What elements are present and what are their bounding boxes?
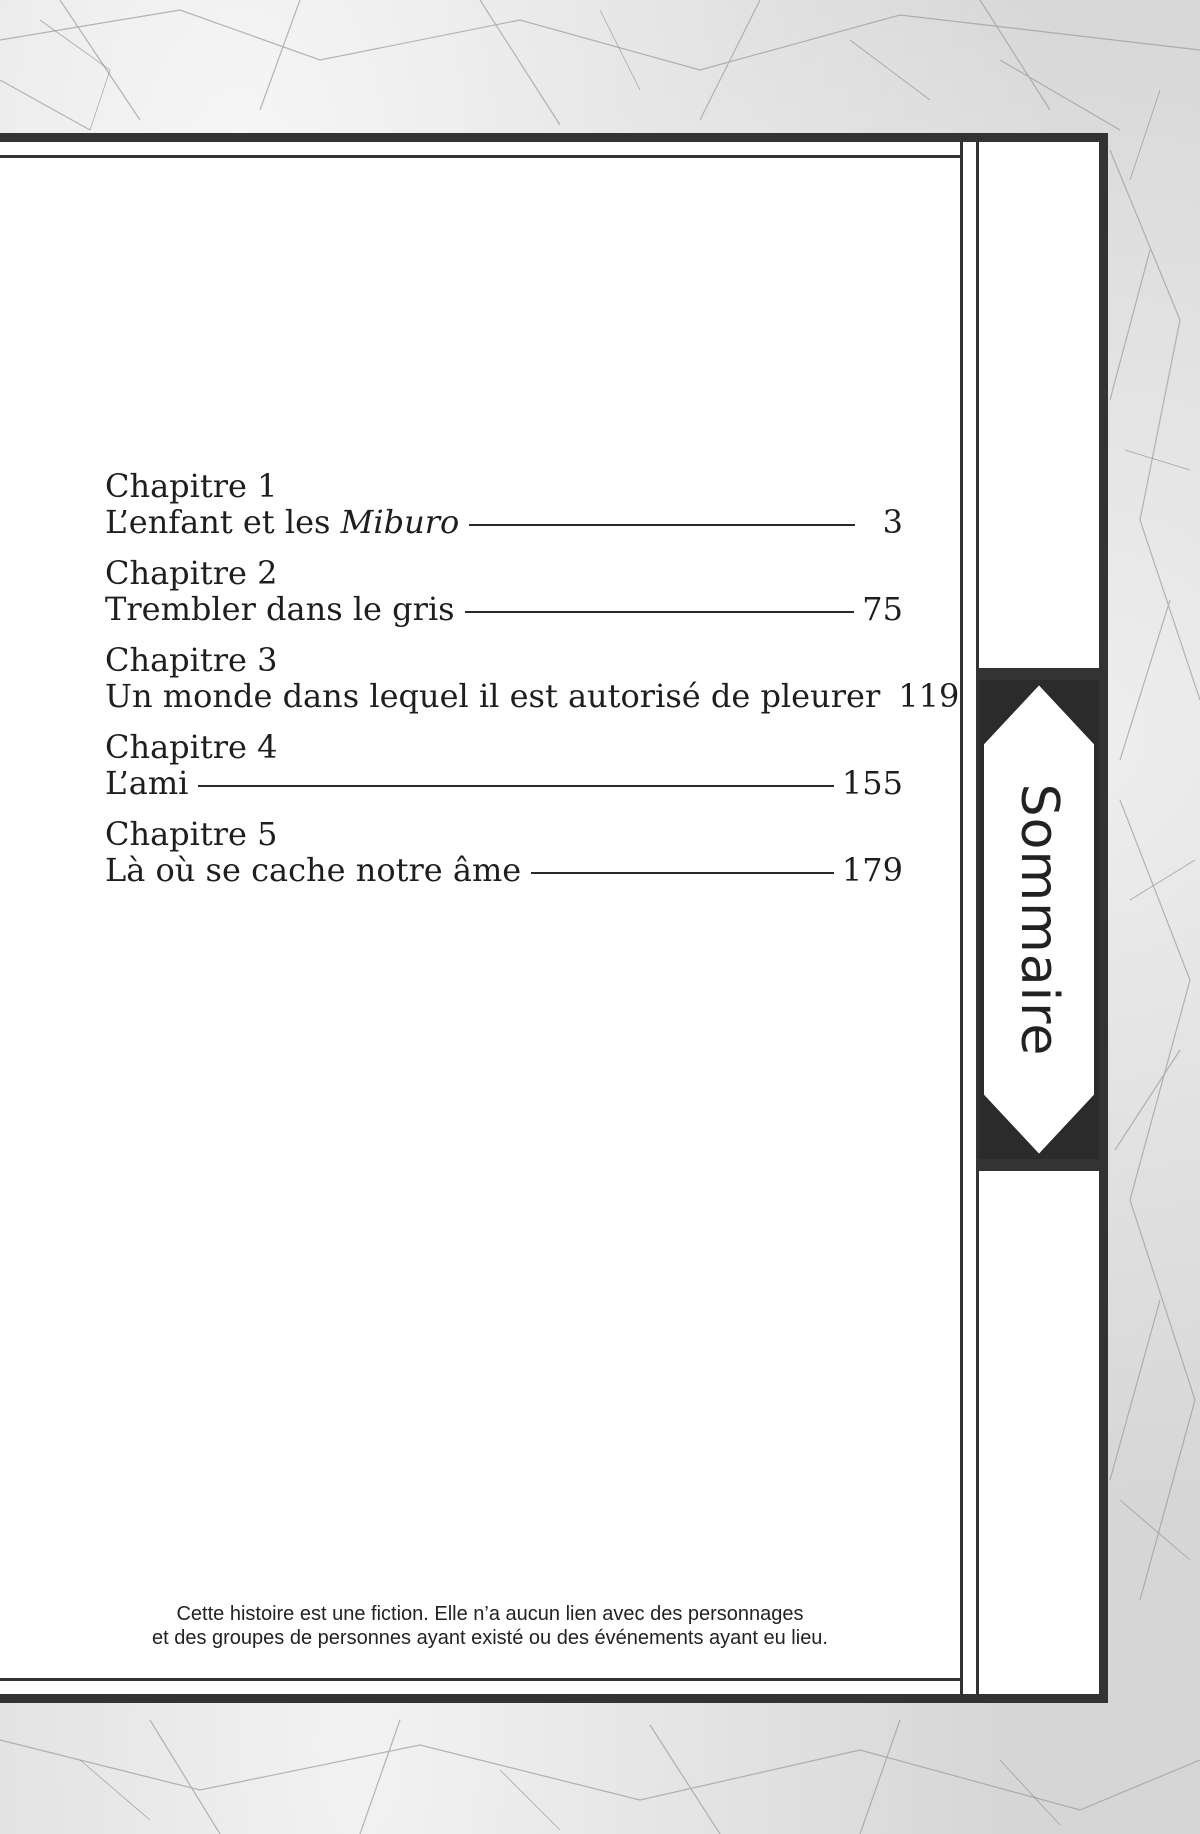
- chapter-label: Chapitre 5: [105, 815, 278, 853]
- chapter-title: [105, 678, 880, 714]
- toc-entry-2: [105, 555, 903, 642]
- chapter-label: Chapitre 4: [105, 728, 278, 766]
- chapter-title: [105, 504, 459, 540]
- chapter-page-number: 3: [882, 503, 903, 541]
- chapter-row: [105, 504, 903, 540]
- chapter-page-number: 75: [862, 590, 903, 628]
- chapter-label: Chapitre 3: [105, 641, 278, 679]
- chapter-title: [105, 852, 521, 888]
- frame-inner-line-bottom: [0, 1678, 960, 1681]
- toc-entry-3: [105, 641, 960, 729]
- chapter-row: [105, 591, 903, 627]
- chapter-label: Chapitre 1: [105, 467, 278, 505]
- table-of-contents: [105, 467, 960, 903]
- chapter-row: [105, 852, 903, 888]
- fiction-disclaimer: [100, 1602, 880, 1650]
- spine-band-top: [979, 668, 1099, 680]
- chapter-row: [105, 765, 903, 801]
- chapter-page-number: 119: [898, 677, 960, 715]
- disclaimer-line-2: et des groupes de personnes ayant existé ou des événements ayant eu lieu.: [151, 1627, 828, 1649]
- toc-entry-1: [105, 468, 903, 555]
- title-tab: [979, 680, 1099, 1159]
- chapter-page-number: 155: [841, 764, 903, 802]
- disclaimer-line-1: Cette histoire est une fiction. Elle n’a aucun lien avec des personnages: [176, 1603, 804, 1625]
- chapter-title-text: Trembler dans le gris: [105, 590, 455, 628]
- chapter-title: [105, 765, 188, 801]
- chapter-label: Chapitre 2: [105, 554, 278, 592]
- chapter-row: [105, 677, 960, 715]
- leader-line: [531, 872, 834, 874]
- leader-line: [469, 524, 855, 526]
- toc-entry-5: [105, 816, 903, 903]
- leader-line: [465, 611, 855, 613]
- chapter-title-text: L’enfant et les: [105, 503, 341, 541]
- page-frame: [0, 133, 1108, 1703]
- page-title: Sommaire: [1009, 783, 1069, 1057]
- frame-inner-line-top: [0, 155, 960, 158]
- chapter-title: [105, 591, 455, 627]
- spine-band-bottom: [979, 1159, 1099, 1171]
- chapter-title-text: L’ami: [105, 764, 189, 802]
- spine-line-left: [960, 140, 963, 1696]
- chapter-title-text: Là où se cache notre âme: [105, 851, 522, 889]
- toc-entry-4: [105, 729, 903, 816]
- chapter-title-text: Un monde dans lequel il est autorisé de pleurer: [105, 677, 881, 715]
- leader-line: [198, 785, 834, 787]
- chapter-title-italic: Miburo: [340, 503, 460, 541]
- chapter-page-number: 179: [841, 851, 903, 889]
